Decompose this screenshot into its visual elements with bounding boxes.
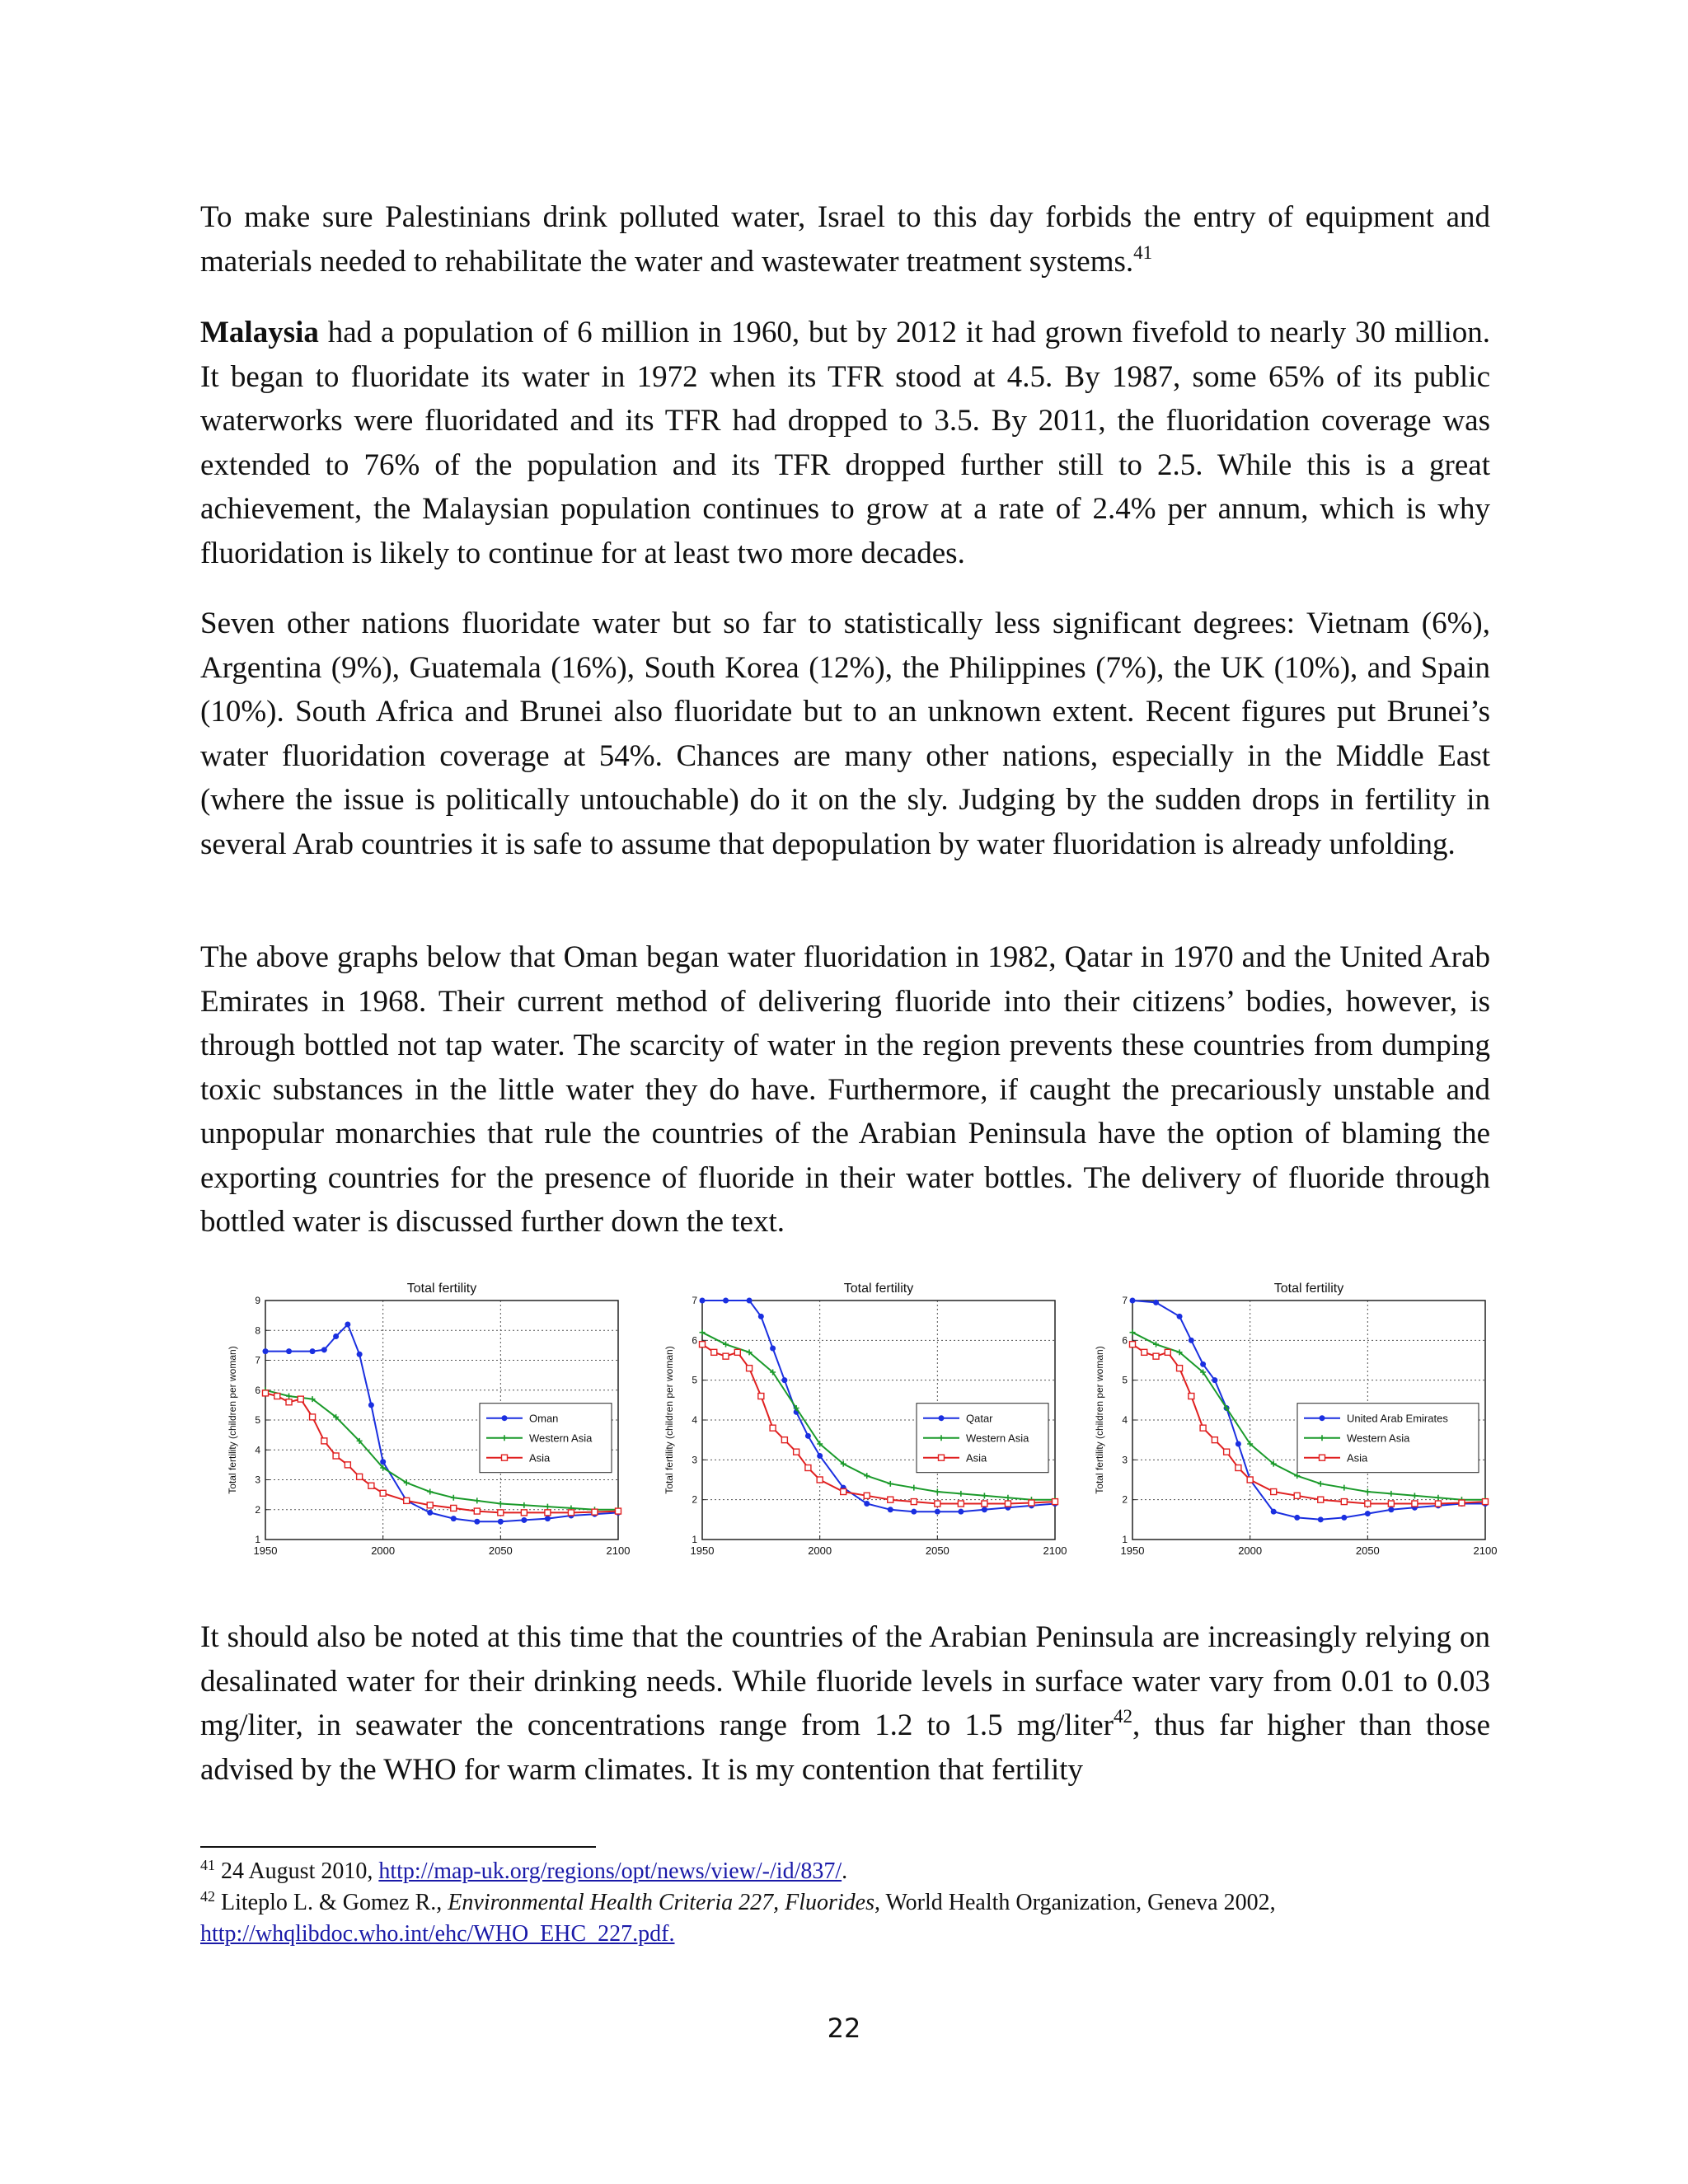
data-point: [427, 1510, 433, 1516]
legend-marker: [502, 1415, 508, 1421]
chart-qatar-svg: [659, 1276, 1067, 1572]
chart-uae: [1090, 1276, 1498, 1572]
data-point: [982, 1501, 987, 1507]
data-point: [274, 1394, 280, 1399]
data-point: [864, 1473, 870, 1479]
data-point: [498, 1519, 504, 1525]
data-point: [380, 1490, 386, 1496]
y-axis-label: Total fertility (children per woman): [227, 1346, 238, 1494]
data-point: [864, 1501, 870, 1507]
data-point: [427, 1502, 433, 1508]
y-tick-label: 7: [692, 1295, 697, 1306]
data-point: [1177, 1366, 1183, 1371]
data-point: [1005, 1501, 1010, 1507]
data-point: [357, 1474, 363, 1479]
data-point: [1294, 1493, 1300, 1498]
y-tick-label: 5: [1122, 1374, 1128, 1386]
chart-title: Total fertility: [1273, 1282, 1344, 1296]
data-point: [1130, 1329, 1136, 1335]
data-point: [1142, 1349, 1147, 1355]
y-tick-label: 2: [692, 1493, 697, 1506]
data-point: [700, 1342, 706, 1347]
footnote-42-link[interactable]: http://whqlibdoc.who.int/ehc/WHO_EHC_227.pdf.: [200, 1921, 675, 1947]
data-point: [817, 1477, 823, 1483]
y-tick-label: 7: [1122, 1295, 1128, 1306]
data-point: [474, 1508, 480, 1514]
data-point: [1200, 1361, 1206, 1367]
x-tick-label: 1950: [253, 1544, 278, 1557]
data-point: [1005, 1495, 1010, 1501]
data-point: [781, 1437, 787, 1443]
data-point: [321, 1347, 327, 1352]
x-tick-label: 2050: [925, 1544, 950, 1557]
data-point: [888, 1497, 893, 1502]
data-point: [1412, 1493, 1418, 1498]
data-point: [958, 1509, 964, 1515]
x-tick-label: 2050: [488, 1544, 513, 1557]
footnote-ref-42[interactable]: 42: [1113, 1706, 1132, 1727]
footnote-41-number: 41: [200, 1857, 215, 1873]
data-point: [723, 1342, 729, 1347]
data-point: [451, 1516, 457, 1521]
data-point: [404, 1497, 410, 1503]
y-tick-label: 6: [1122, 1334, 1128, 1347]
data-point: [1212, 1437, 1217, 1443]
y-tick-label: 8: [255, 1324, 260, 1337]
data-point: [1365, 1501, 1371, 1507]
paragraph-2-text: had a population of 6 million in 1960, but by 2012 it had grown fivefold to nearly 30 million. It began to fluoridate its water in 1972 when its TFR stood at 4.5. By 1987, some 65% of its public waterworks were fluoridated and its TFR had dropped to 3.5. By 2011, the fluoridation coverage was extended to 76% of the population and its TFR dropped further still to 2.5. While this is a great achievement, the Malaysian population continues to grow at a rate of 2.4% per annum, which is why fluoridation is likely to continue for at least two more decades.: [200, 316, 1490, 570]
data-point: [521, 1517, 527, 1523]
legend-label: Oman: [529, 1412, 559, 1425]
legend-label: Asia: [966, 1451, 987, 1465]
data-point: [747, 1298, 753, 1304]
y-tick-label: 9: [255, 1295, 260, 1306]
page-number: 22: [827, 2013, 861, 2044]
data-point: [521, 1510, 527, 1516]
chart-qatar: [659, 1276, 1067, 1572]
data-point: [1130, 1342, 1136, 1347]
data-point: [592, 1509, 598, 1515]
data-point: [958, 1491, 964, 1497]
data-point: [1153, 1353, 1159, 1359]
x-tick-label: 2100: [1043, 1544, 1067, 1557]
x-tick-label: 2100: [606, 1544, 631, 1557]
data-point: [427, 1489, 433, 1495]
data-point: [321, 1438, 327, 1444]
data-point: [1294, 1515, 1300, 1521]
y-tick-label: 1: [692, 1534, 697, 1545]
data-point: [310, 1348, 316, 1354]
data-point: [286, 1348, 292, 1354]
data-point: [521, 1502, 527, 1508]
legend-label: Western Asia: [1347, 1432, 1410, 1445]
data-point: [770, 1425, 776, 1431]
data-point: [263, 1348, 269, 1354]
data-point: [805, 1465, 811, 1471]
y-tick-label: 4: [1122, 1414, 1128, 1426]
data-point: [474, 1519, 480, 1525]
data-point: [345, 1322, 350, 1328]
data-point: [700, 1298, 706, 1304]
data-point: [1236, 1441, 1241, 1447]
data-point: [1053, 1499, 1058, 1505]
data-point: [286, 1394, 292, 1399]
data-point: [1189, 1338, 1194, 1343]
x-tick-label: 1950: [1120, 1544, 1145, 1557]
legend-label: Asia: [529, 1451, 551, 1465]
legend-marker: [939, 1415, 945, 1421]
data-point: [1388, 1491, 1394, 1497]
paragraph-4-text: The above graphs below that Oman began water fluoridation in 1982, Qatar in 1970 and the United Arab Emirates in 1968. Their current method of delivering fluoride into their citizens’ bodies, however, is through bottled not tap water. The scarcity of water in the region prevents these countries from dumping toxic substances in the little water they do have. Furthermore, if caught the precariously unstable and unpopular monarchies that rule the countries of the Arabian Peninsula have the option of blaming the exporting countries for the presence of fluoride in their water bottles. The delivery of fluoride through bottled water is discussed further down the text.: [200, 940, 1490, 1239]
paragraph-1: [200, 195, 1490, 284]
legend-marker: [1320, 1455, 1325, 1460]
data-point: [1341, 1499, 1347, 1505]
data-point: [345, 1462, 350, 1468]
malaysia-heading: Malaysia: [200, 316, 319, 349]
paragraph-3-text: Seven other nations fluoridate water but so far to statistically less significant degrees: Vietnam (6%), Argentina (9%), Guatemala (16%), South Korea (12%), the Philippines (7%), the UK (10%), and Spain (10%). South Africa and Brunei also fluoridate but to an unknown extent. Recent figures put Brunei’s water fluoridation coverage at 54%. Chances are many other nations, especially in the Middle East (where the issue is politically untouchable) do it on the sly. Judging by the sudden drops in fertility in several Arab countries it is safe to assume that depopulation by water fluoridation is already unfolding.: [200, 607, 1490, 861]
y-tick-label: 1: [255, 1534, 260, 1545]
fertility-charts: [223, 1276, 1498, 1572]
data-point: [781, 1377, 787, 1383]
paragraph-3: [200, 602, 1490, 866]
y-tick-label: 3: [1122, 1454, 1128, 1466]
data-point: [1388, 1501, 1394, 1507]
footnote-41-text: 24 August 2010,: [215, 1858, 379, 1884]
data-point: [911, 1485, 917, 1491]
legend-marker: [939, 1455, 945, 1460]
paragraph-4: [200, 935, 1490, 1244]
footnote-ref-41[interactable]: 41: [1133, 241, 1153, 263]
footnote-41-after: .: [842, 1858, 848, 1884]
footnote-42-after: , World Health Organization, Geneva 2002,: [874, 1890, 1276, 1915]
data-point: [1435, 1501, 1441, 1507]
x-tick-label: 2000: [1238, 1544, 1263, 1557]
footnote-42-text: Liteplo L. & Gomez R.,: [215, 1890, 448, 1915]
data-point: [888, 1507, 893, 1512]
data-point: [1341, 1515, 1347, 1521]
data-point: [1341, 1485, 1347, 1491]
data-point: [982, 1493, 987, 1498]
data-point: [1189, 1394, 1194, 1399]
data-point: [1388, 1507, 1394, 1512]
y-tick-label: 3: [692, 1454, 697, 1466]
data-point: [958, 1501, 964, 1507]
chart-oman-svg: [223, 1276, 631, 1572]
data-point: [1153, 1342, 1159, 1347]
y-tick-label: 3: [255, 1474, 260, 1486]
paragraph-2: [200, 311, 1490, 575]
legend-marker: [502, 1455, 508, 1460]
paragraph-5: [200, 1615, 1490, 1792]
footnote-42: [200, 1887, 1490, 1950]
data-point: [982, 1507, 987, 1512]
data-point: [568, 1510, 574, 1516]
y-tick-label: 2: [255, 1503, 260, 1516]
data-point: [333, 1333, 339, 1339]
data-point: [474, 1497, 480, 1503]
data-point: [817, 1453, 823, 1459]
data-point: [1318, 1481, 1324, 1487]
legend-label: Western Asia: [529, 1432, 593, 1445]
data-point: [1483, 1499, 1489, 1505]
data-point: [1365, 1511, 1371, 1516]
data-point: [1365, 1489, 1371, 1495]
y-tick-label: 4: [255, 1444, 260, 1456]
y-axis-label: Total fertility (children per woman): [1094, 1346, 1105, 1494]
paragraph-5-text-before: It should also be noted at this time that the countries of the Arabian Peninsula are increasingly relying on desalinated water for their drinking needs. While fluoride levels in surface water vary from 0.01 to 0.03 mg/liter, in seawater the concentrations range from 1.2 to 1.5 mg/liter: [200, 1620, 1490, 1742]
data-point: [368, 1483, 374, 1488]
data-point: [723, 1298, 729, 1304]
data-point: [1318, 1516, 1324, 1522]
y-tick-label: 5: [255, 1414, 260, 1426]
data-point: [1435, 1495, 1441, 1501]
x-tick-label: 2000: [371, 1544, 396, 1557]
data-point: [1130, 1298, 1136, 1304]
footnote-41: [200, 1856, 1490, 1887]
data-point: [368, 1402, 374, 1408]
data-point: [794, 1449, 799, 1455]
chart-oman: [223, 1276, 631, 1572]
data-point: [864, 1493, 870, 1498]
paragraph-1-text: To make sure Palestinians drink polluted water, Israel to this day forbids the entry of equipment and materials needed to rehabilitate the water and wastewater treatment systems.: [200, 200, 1490, 279]
y-tick-label: 2: [1122, 1493, 1128, 1506]
y-axis-label: Total fertility (children per woman): [663, 1346, 675, 1494]
data-point: [758, 1314, 764, 1319]
data-point: [1247, 1477, 1253, 1483]
chart-title: Total fertility: [406, 1282, 477, 1296]
data-point: [888, 1481, 893, 1487]
data-point: [616, 1508, 621, 1514]
y-tick-label: 7: [255, 1354, 260, 1366]
legend-marker: [1320, 1415, 1325, 1421]
data-point: [298, 1396, 303, 1402]
x-tick-label: 2000: [808, 1544, 832, 1557]
data-point: [1177, 1314, 1183, 1319]
y-tick-label: 1: [1122, 1534, 1128, 1545]
footnote-41-link[interactable]: http://map-uk.org/regions/opt/news/view/-/id/837/: [378, 1858, 842, 1884]
y-tick-label: 5: [692, 1374, 697, 1386]
x-tick-label: 1950: [690, 1544, 715, 1557]
data-point: [723, 1353, 729, 1359]
legend-label: Asia: [1347, 1451, 1368, 1465]
data-point: [545, 1510, 551, 1516]
data-point: [545, 1516, 551, 1521]
legend-label: Qatar: [966, 1412, 993, 1425]
x-tick-label: 2100: [1473, 1544, 1498, 1557]
legend-label: Western Asia: [966, 1432, 1029, 1445]
data-point: [1412, 1501, 1418, 1507]
data-point: [1318, 1497, 1324, 1502]
chart-uae-svg: [1090, 1276, 1498, 1572]
data-point: [451, 1505, 457, 1511]
data-point: [333, 1453, 339, 1459]
data-point: [1271, 1509, 1277, 1515]
data-point: [700, 1329, 706, 1335]
y-tick-label: 6: [692, 1334, 697, 1347]
data-point: [1212, 1377, 1217, 1383]
data-point: [911, 1509, 917, 1515]
footnote-42-number: 42: [200, 1888, 215, 1905]
data-point: [841, 1489, 846, 1495]
data-point: [734, 1349, 740, 1355]
data-point: [498, 1510, 504, 1516]
data-point: [911, 1499, 917, 1505]
data-point: [357, 1352, 363, 1357]
y-tick-label: 4: [692, 1414, 697, 1426]
x-tick-label: 2050: [1355, 1544, 1380, 1557]
chart-title: Total fertility: [843, 1282, 914, 1296]
data-point: [1271, 1489, 1277, 1495]
data-point: [935, 1489, 940, 1495]
footnote-separator: [200, 1846, 596, 1848]
data-point: [770, 1346, 776, 1352]
data-point: [935, 1509, 940, 1515]
data-point: [310, 1414, 316, 1420]
data-point: [935, 1501, 940, 1507]
data-point: [263, 1390, 269, 1396]
data-point: [758, 1394, 764, 1399]
data-point: [1224, 1449, 1230, 1455]
data-point: [451, 1495, 457, 1501]
data-point: [545, 1504, 551, 1510]
data-point: [747, 1366, 753, 1371]
data-point: [1459, 1500, 1465, 1506]
data-point: [1200, 1425, 1206, 1431]
data-point: [1294, 1473, 1300, 1479]
data-point: [1236, 1465, 1241, 1471]
data-point: [1153, 1300, 1159, 1305]
data-point: [1029, 1500, 1034, 1506]
data-point: [1165, 1349, 1170, 1355]
legend-label: United Arab Emirates: [1347, 1412, 1448, 1425]
data-point: [711, 1349, 717, 1355]
data-point: [380, 1459, 386, 1465]
footnote-42-title: Environmental Health Criteria 227, Fluorides: [448, 1890, 874, 1915]
data-point: [286, 1399, 292, 1405]
paragraph-5-text-after: , thus far higher than those advised by the WHO for warm climates. It is my contention that fertility: [200, 1708, 1490, 1787]
data-point: [498, 1501, 504, 1507]
data-point: [805, 1433, 811, 1439]
y-tick-label: 6: [255, 1384, 260, 1396]
